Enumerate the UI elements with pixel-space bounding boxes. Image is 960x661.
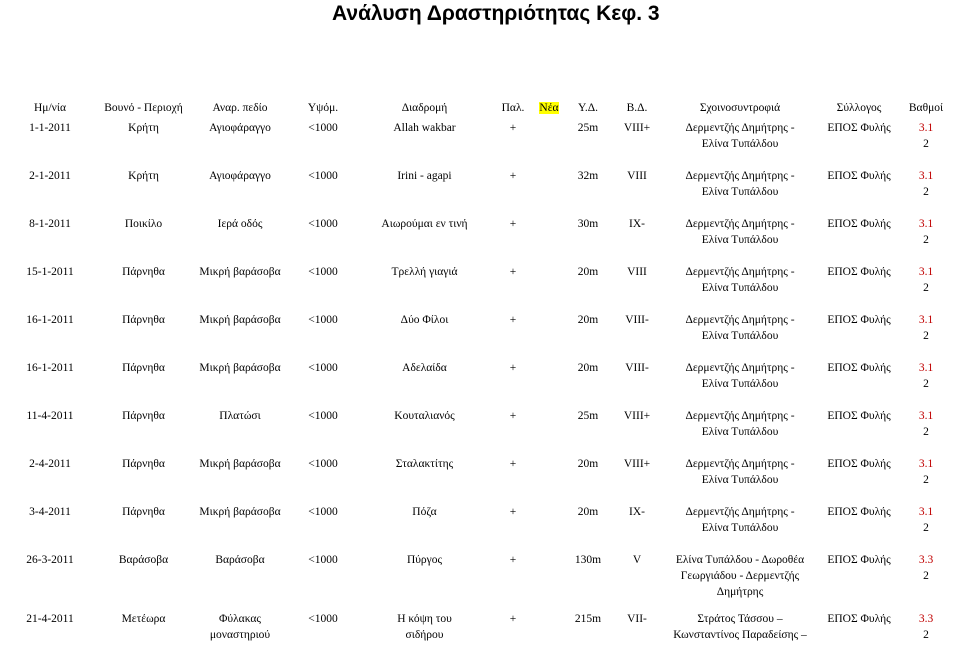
yd-cell: 25m xyxy=(577,410,599,422)
new-cell xyxy=(534,358,564,406)
route-cell: Πόζα xyxy=(412,506,437,518)
new-cell xyxy=(534,406,564,454)
pal-cell: + xyxy=(509,458,517,470)
route-cell: Allah wakbar xyxy=(393,122,456,134)
bd-cell: VIII xyxy=(627,170,647,182)
club-cell: ΕΠΟΣ Φυλής xyxy=(827,170,891,182)
new-cell xyxy=(534,607,564,661)
bd-cell: VIII- xyxy=(625,362,649,374)
area-cell: Κρήτη xyxy=(128,122,159,134)
area-cell: Πάρνηθα xyxy=(122,410,165,422)
altitude-cell: <1000 xyxy=(308,362,338,374)
header-cell: Βαθμοί xyxy=(908,102,944,114)
points-cell: 3.3 2 xyxy=(918,613,934,641)
field-cell: Αγιοφάραγγο xyxy=(209,122,271,134)
area-cell: Μετέωρα xyxy=(121,613,166,625)
new-cell xyxy=(534,454,564,502)
table-row xyxy=(4,454,952,502)
yd-cell: 25m xyxy=(577,122,599,134)
club-cell: ΕΠΟΣ Φυλής xyxy=(827,458,891,470)
bd-cell: IX- xyxy=(629,218,645,230)
area-cell: Κρήτη xyxy=(128,170,159,182)
partners-cell: Ελίνα Τυπάλδου - Δωροθέα Γεωργιάδου - Δερμεντζής Δημήτρης xyxy=(675,554,805,598)
header-cell: Υ.Δ. xyxy=(577,102,599,114)
club-cell: ΕΠΟΣ Φυλής xyxy=(827,314,891,326)
pal-cell: + xyxy=(509,122,517,134)
bd-cell: VIII+ xyxy=(623,122,651,134)
field-cell: Αγιοφάραγγο xyxy=(209,170,271,182)
table-row xyxy=(4,406,952,454)
partners-cell: Δερμεντζής Δημήτρης - Ελίνα Τυπάλδου xyxy=(685,458,795,486)
date-cell: 21-4-2011 xyxy=(26,613,74,625)
table-row xyxy=(4,262,952,310)
pal-cell: + xyxy=(509,506,517,518)
altitude-cell: <1000 xyxy=(308,410,338,422)
table-row xyxy=(4,118,952,166)
club-cell: ΕΠΟΣ Φυλής xyxy=(827,122,891,134)
date-cell: 11-4-2011 xyxy=(26,410,74,422)
yd-cell: 32m xyxy=(577,170,599,182)
yd-cell: 20m xyxy=(577,362,599,374)
altitude-cell: <1000 xyxy=(308,613,338,625)
new-cell xyxy=(534,550,564,607)
pal-cell: + xyxy=(509,613,517,625)
club-cell: ΕΠΟΣ Φυλής xyxy=(827,266,891,278)
altitude-cell: <1000 xyxy=(308,314,338,326)
points-cell: 3.3 2 xyxy=(918,554,934,582)
field-cell: Πλατώσι xyxy=(219,410,261,422)
yd-cell: 215m xyxy=(574,613,602,625)
header-cell: Υψόμ. xyxy=(307,102,339,114)
route-cell: Η κόψη του σιδήρου xyxy=(397,613,452,641)
table-row xyxy=(4,310,952,358)
new-cell xyxy=(534,310,564,358)
date-cell: 1-1-2011 xyxy=(29,122,71,134)
new-cell xyxy=(534,166,564,214)
points-cell: 3.1 2 xyxy=(918,506,934,534)
header-cell: Διαδρομή xyxy=(401,102,448,114)
header-cell: Βουνό - Περιοχή xyxy=(104,102,183,114)
table-row xyxy=(4,502,952,550)
route-cell: Τρελλή γιαγιά xyxy=(391,266,458,278)
partners-cell: Δερμεντζής Δημήτρης - Ελίνα Τυπάλδου xyxy=(685,170,795,198)
altitude-cell: <1000 xyxy=(308,170,338,182)
club-cell: ΕΠΟΣ Φυλής xyxy=(827,410,891,422)
pal-cell: + xyxy=(509,554,517,566)
header-cell: Ημ/νία xyxy=(34,102,66,114)
table-row xyxy=(4,358,952,406)
partners-cell: Δερμεντζής Δημήτρης - Ελίνα Τυπάλδου xyxy=(685,314,795,342)
route-cell: Δύο Φίλοι xyxy=(400,314,449,326)
points-cell: 3.1 2 xyxy=(918,314,934,342)
partners-cell: Δερμεντζής Δημήτρης - Ελίνα Τυπάλδου xyxy=(685,122,795,150)
pal-cell: + xyxy=(509,410,517,422)
bd-cell: VIII+ xyxy=(623,458,651,470)
new-cell xyxy=(534,214,564,262)
date-cell: 26-3-2011 xyxy=(26,554,74,566)
yd-cell: 130m xyxy=(574,554,602,566)
table-row xyxy=(4,550,952,607)
points-cell: 3.1 2 xyxy=(918,458,934,486)
yd-cell: 20m xyxy=(577,266,599,278)
pal-cell: + xyxy=(509,170,517,182)
partners-cell: Δερμεντζής Δημήτρης - Ελίνα Τυπάλδου xyxy=(685,410,795,438)
partners-cell: Δερμεντζής Δημήτρης - Ελίνα Τυπάλδου xyxy=(685,218,795,246)
bd-cell: VIII- xyxy=(625,314,649,326)
area-cell: Πάρνηθα xyxy=(122,266,165,278)
field-cell: Μικρή βαράσοβα xyxy=(199,362,281,374)
club-cell: ΕΠΟΣ Φυλής xyxy=(827,613,891,625)
route-cell: Σταλακτίτης xyxy=(395,458,454,470)
date-cell: 2-1-2011 xyxy=(29,170,71,182)
new-cell xyxy=(534,262,564,310)
pal-cell: + xyxy=(509,266,517,278)
altitude-cell: <1000 xyxy=(308,506,338,518)
header-cell: Παλ. xyxy=(501,102,525,114)
header-cell: Σχοινοσυντροφιά xyxy=(699,102,781,114)
activity-table xyxy=(4,100,952,661)
altitude-cell: <1000 xyxy=(308,266,338,278)
field-cell: Μικρή βαράσοβα xyxy=(199,314,281,326)
header-cell: Αναρ. πεδίο xyxy=(212,102,268,114)
yd-cell: 20m xyxy=(577,458,599,470)
bd-cell: VIII xyxy=(627,266,647,278)
yd-cell: 20m xyxy=(577,314,599,326)
date-cell: 3-4-2011 xyxy=(29,506,71,518)
table-header-row xyxy=(4,100,952,118)
page-title: Ανάλυση Δραστηριότητας Κεφ. 3 xyxy=(332,2,660,25)
club-cell: ΕΠΟΣ Φυλής xyxy=(827,362,891,374)
area-cell: Πάρνηθα xyxy=(122,506,165,518)
route-cell: Αδελαίδα xyxy=(402,362,447,374)
route-cell: Αιωρούμαι εν τινή xyxy=(381,218,468,230)
club-cell: ΕΠΟΣ Φυλής xyxy=(827,506,891,518)
bd-cell: V xyxy=(632,554,642,566)
club-cell: ΕΠΟΣ Φυλής xyxy=(827,554,891,566)
new-cell xyxy=(534,502,564,550)
yd-cell: 30m xyxy=(577,218,599,230)
area-cell: Πάρνηθα xyxy=(122,314,165,326)
altitude-cell: <1000 xyxy=(308,122,338,134)
new-cell xyxy=(534,118,564,166)
field-cell: Μικρή βαράσοβα xyxy=(199,458,281,470)
points-cell: 3.1 2 xyxy=(918,218,934,246)
points-cell: 3.1 2 xyxy=(918,122,934,150)
pal-cell: + xyxy=(509,362,517,374)
table-row xyxy=(4,607,952,661)
points-cell: 3.1 2 xyxy=(918,362,934,390)
field-cell: Ιερά οδός xyxy=(217,218,263,230)
bd-cell: VII- xyxy=(627,613,647,625)
partners-cell: Δερμεντζής Δημήτρης - Ελίνα Τυπάλδου xyxy=(685,506,795,534)
route-cell: Πύργος xyxy=(406,554,443,566)
table-row xyxy=(4,214,952,262)
header-cell: Σύλλογος xyxy=(836,102,882,114)
date-cell: 8-1-2011 xyxy=(29,218,71,230)
altitude-cell: <1000 xyxy=(308,218,338,230)
date-cell: 16-1-2011 xyxy=(26,362,74,374)
field-cell: Βαράσοβα xyxy=(215,554,265,566)
bd-cell: VIII+ xyxy=(623,410,651,422)
area-cell: Βαράσοβα xyxy=(118,554,169,566)
area-cell: Πάρνηθα xyxy=(122,458,165,470)
field-cell: Φύλακας μοναστηριού xyxy=(209,613,271,641)
yd-cell: 20m xyxy=(577,506,599,518)
date-cell: 2-4-2011 xyxy=(29,458,71,470)
header-cell: Β.Δ. xyxy=(626,102,648,114)
bd-cell: IX- xyxy=(629,506,645,518)
points-cell: 3.1 2 xyxy=(918,410,934,438)
date-cell: 15-1-2011 xyxy=(26,266,74,278)
pal-cell: + xyxy=(509,314,517,326)
partners-cell: Στράτος Τάσσου – Κωνσταντίνος Παραδείσης – xyxy=(673,613,807,641)
points-cell: 3.1 2 xyxy=(918,170,934,198)
club-cell: ΕΠΟΣ Φυλής xyxy=(827,218,891,230)
altitude-cell: <1000 xyxy=(308,554,338,566)
area-cell: Ποικίλο xyxy=(124,218,163,230)
altitude-cell: <1000 xyxy=(308,458,338,470)
partners-cell: Δερμεντζής Δημήτρης - Ελίνα Τυπάλδου xyxy=(685,362,795,390)
partners-cell: Δερμεντζής Δημήτρης - Ελίνα Τυπάλδου xyxy=(685,266,795,294)
header-cell xyxy=(534,100,564,118)
field-cell: Μικρή βαράσοβα xyxy=(199,266,281,278)
route-cell: Irini - agapi xyxy=(397,170,452,182)
table-row xyxy=(4,166,952,214)
points-cell: 3.1 2 xyxy=(918,266,934,294)
date-cell: 16-1-2011 xyxy=(26,314,74,326)
field-cell: Μικρή βαράσοβα xyxy=(199,506,281,518)
pal-cell: + xyxy=(509,218,517,230)
highlighted-header: Νέα xyxy=(539,102,559,114)
area-cell: Πάρνηθα xyxy=(122,362,165,374)
route-cell: Κουταλιανός xyxy=(394,410,455,422)
